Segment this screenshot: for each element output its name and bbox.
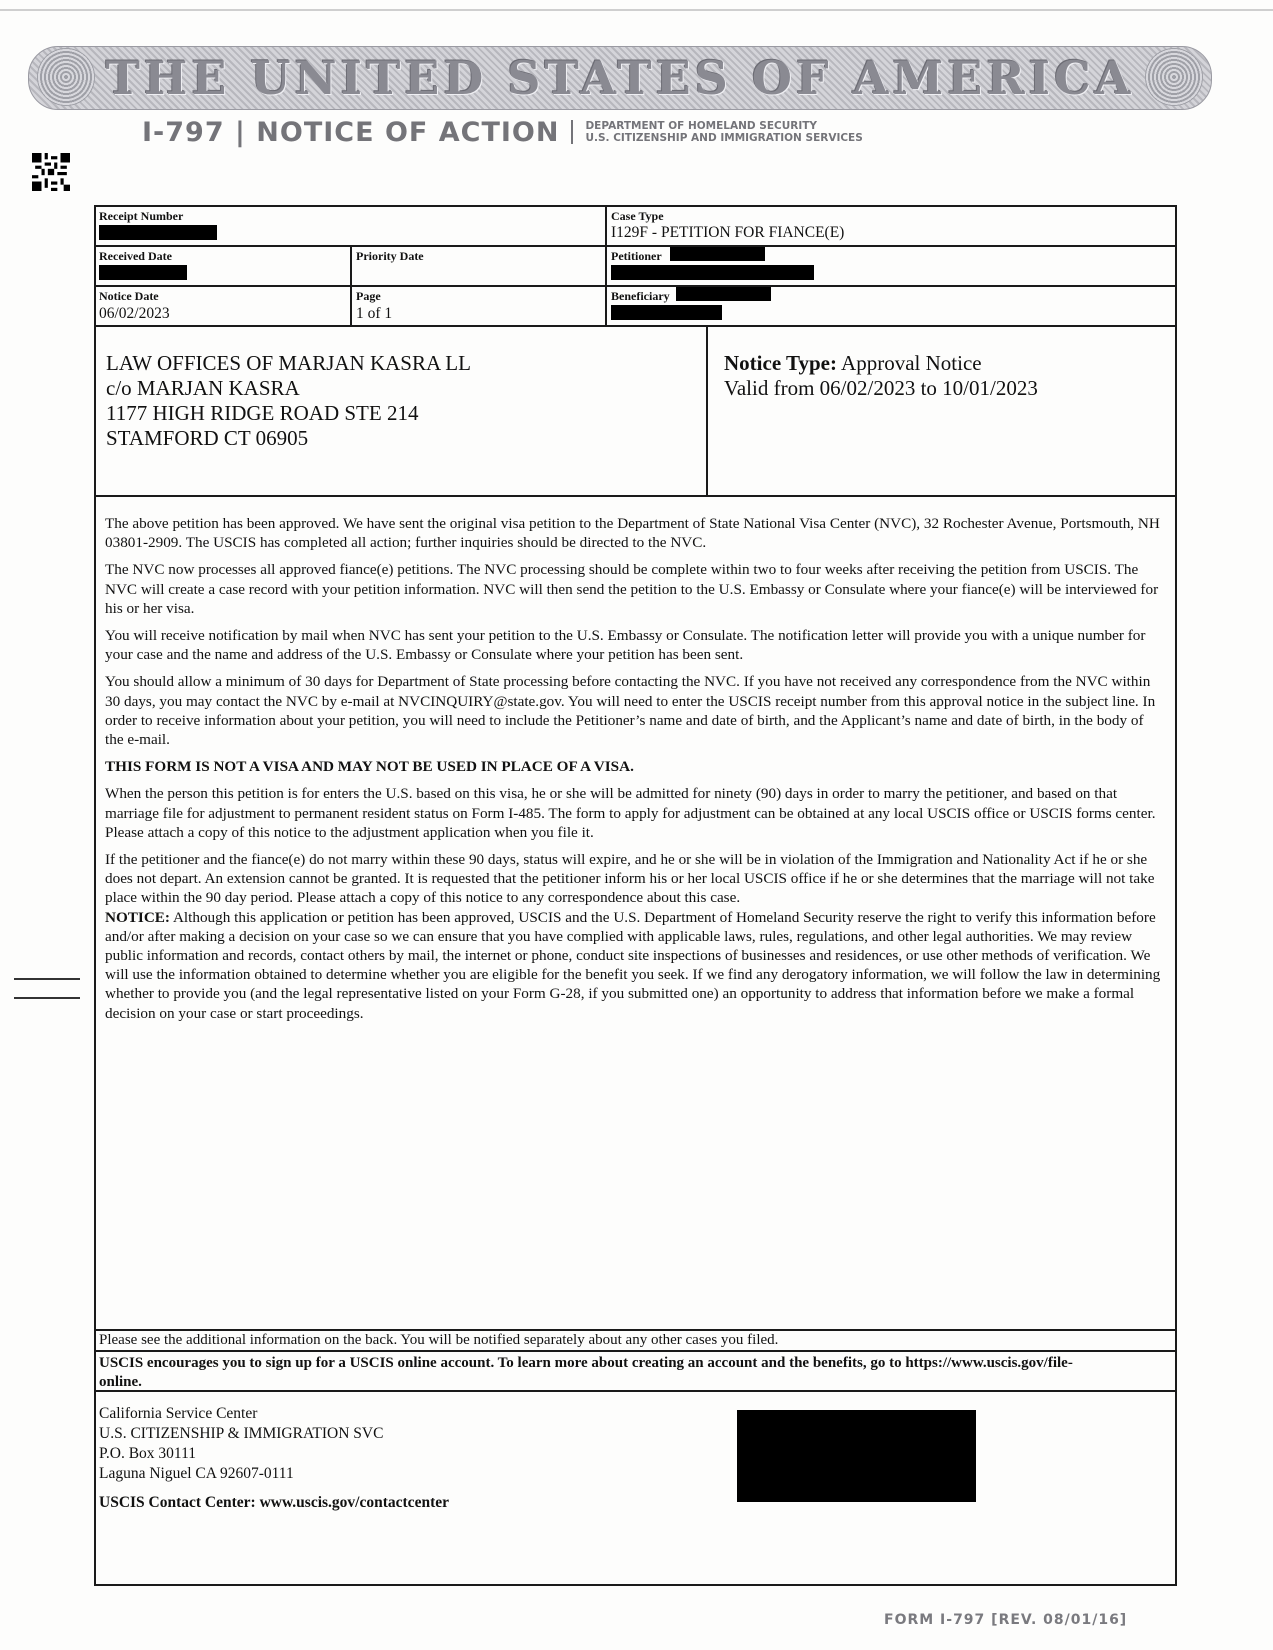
redaction-box [611, 265, 814, 280]
body-paragraph: When the person this petition is for enters the U.S. based on this visa, he or she will be admitted for ninety (90) days in order to marry the petitioner, and based on that marriage file for adjustment to permanent resident status on Form I-485. The form to apply for adjustment can be obtained at any local USCIS office or USCIS forms center. Please attach a copy of this notice to the adjustment application when you file it. [105, 785, 1156, 841]
notice-validity: Valid from 06/02/2023 to 10/01/2023 [724, 376, 1038, 400]
department-line-2: U.S. CITIZENSHIP AND IMMIGRATION SERVICES [585, 132, 863, 144]
notice-type-label: Notice Type: [724, 351, 837, 375]
row-divider [96, 325, 1175, 327]
column-divider [706, 325, 708, 495]
column-divider [350, 245, 352, 325]
recipient-address [106, 351, 471, 451]
visa-warning: THIS FORM IS NOT A VISA AND MAY NOT BE USED IN PLACE OF A VISA. [105, 758, 634, 776]
scan-edge-line [0, 9, 1273, 11]
notice-label: NOTICE: [105, 908, 170, 926]
redaction-box [99, 265, 187, 280]
body-paragraph: You will receive notification by mail when NVC has sent your petition to the U.S. Embassy or Consulate. The notification letter will provide you with a unique number for your case and the name and address of the U.S. Embassy or Consulate where your petition has been sent. [105, 627, 1146, 664]
qr-code-icon [32, 153, 70, 191]
row-divider [96, 1350, 1175, 1352]
case-type-value: I129F - PETITION FOR FIANCE(E) [611, 224, 845, 241]
case-type-label: Case Type [611, 209, 664, 223]
recipient-line: c/o MARJAN KASRA [106, 376, 300, 400]
margin-mark [14, 997, 80, 999]
received-date-label: Received Date [99, 249, 172, 263]
body-paragraph: You should allow a minimum of 30 days for Department of State processing before contacting the NVC. If you have not received any correspondence from the NVC within 30 days, you may contact the NVC by e-mail at NVCINQUIRY@state.gov. You will need to enter the USCIS receipt number from this approval notice in the subject line. In order to receive information about your petition, you will need to include the Petitioner’s name and date of birth, and the Applicant’s name and date of birth, in the body of the e-mail. [105, 673, 1156, 749]
office-line: California Service Center [99, 1405, 258, 1422]
rosette-left-icon [37, 48, 95, 106]
recipient-line: STAMFORD CT 06905 [106, 426, 309, 450]
row-divider [96, 495, 1175, 497]
notice-paragraph [105, 908, 1163, 1023]
form-title-row [142, 114, 863, 150]
notice-body [105, 514, 1163, 1023]
department-line-1: DEPARTMENT OF HOMELAND SECURITY [585, 120, 818, 132]
page-value: 1 of 1 [356, 305, 393, 322]
page-label: Page [356, 289, 381, 303]
notice-type-block [724, 351, 1038, 401]
beneficiary-label: Beneficiary [611, 289, 670, 303]
online-account-note: USCIS encourages you to sign up for a USCIS online account. To learn more about creating an account and the benefits, go to https://www.uscis.gov/file-online. [99, 1355, 1073, 1390]
notice-date-value: 06/02/2023 [99, 305, 170, 322]
notice-paragraph-text: Although this application or petition has been approved, USCIS and the U.S. Department of Homeland Security reserve the right to verify this information before and/or after making a decision on your case so we can ensure that you have complied with applicable laws, rules, regulations, and other legal authorities. We may review public information and records, contact others by mail, the internet or phone, conduct site inspections of businesses and residences, or use other methods of verification. We will use the information obtained to determine whether you are eligible for the benefit you seek. If we find any derogatory information, we will follow the law in determining whether to provide you (and the legal representative listed on your Form G-28, if you submitted one) an opportunity to address that information before we make a formal decision on your case or start proceedings. [105, 908, 1161, 1022]
body-paragraph: If the petitioner and the fiance(e) do not marry within these 90 days, status will expire, and he or she will be in violation of the Immigration and Nationality Act if he or she does not depart. An extension cannot be granted. It is requested that the petitioner inform his or her local USCIS office if he or she determines that the marriage will not take place within the 90 day period. Please attach a copy of this notice to any correspondence about this case. [105, 851, 1155, 907]
column-divider [605, 207, 607, 325]
department-block [585, 120, 862, 144]
contact-center: USCIS Contact Center: www.uscis.gov/contactcenter [99, 1494, 449, 1511]
row-divider [96, 1329, 1175, 1331]
recipient-line: LAW OFFICES OF MARJAN KASRA LL [106, 351, 471, 375]
title-divider [571, 120, 573, 144]
body-paragraph: The above petition has been approved. We have sent the original visa petition to the Department of State National Visa Center (NVC), 32 Rochester Avenue, Portsmouth, NH 03801-2909. The USCIS has completed all action; further inquiries should be directed to the NVC. [105, 515, 1160, 552]
redaction-box [676, 287, 771, 301]
office-line: P.O. Box 30111 [99, 1445, 197, 1462]
redaction-box [99, 225, 217, 240]
petitioner-label: Petitioner [611, 249, 662, 263]
form-title: I-797 | NOTICE OF ACTION [142, 116, 560, 148]
service-center-address [99, 1404, 383, 1484]
banner-title: THE UNITED STATES OF AMERICA [105, 51, 1135, 105]
margin-mark [14, 978, 80, 980]
receipt-number-label: Receipt Number [99, 209, 184, 223]
recipient-line: 1177 HIGH RIDGE ROAD STE 214 [106, 401, 419, 425]
redaction-box [611, 305, 722, 320]
priority-date-label: Priority Date [356, 249, 424, 263]
redaction-box [737, 1410, 976, 1502]
country-banner [28, 46, 1212, 110]
body-paragraph: The NVC now processes all approved fiance(e) petitions. The NVC processing should be complete within two to four weeks after receiving the petition from USCIS. The NVC will create a case record with your petition information. NVC will then send the petition to the U.S. Embassy or Consulate where your fiance(e) will be interviewed for his or her visa. [105, 561, 1159, 617]
notice-date-label: Notice Date [99, 289, 159, 303]
office-line: U.S. CITIZENSHIP & IMMIGRATION SVC [99, 1425, 384, 1442]
rosette-right-icon [1145, 48, 1203, 106]
notice-type-value: Approval Notice [841, 351, 982, 375]
row-divider [96, 245, 1175, 247]
notice-frame [94, 205, 1177, 1586]
office-line: Laguna Niguel CA 92607-0111 [99, 1465, 294, 1482]
form-revision-id: FORM I-797 [REV. 08/01/16] [884, 1612, 1128, 1628]
row-divider [96, 285, 1175, 287]
redaction-box [670, 247, 765, 261]
additional-info-note: Please see the additional information on the back. You will be notified separately about any other cases you filed. [99, 1332, 779, 1348]
